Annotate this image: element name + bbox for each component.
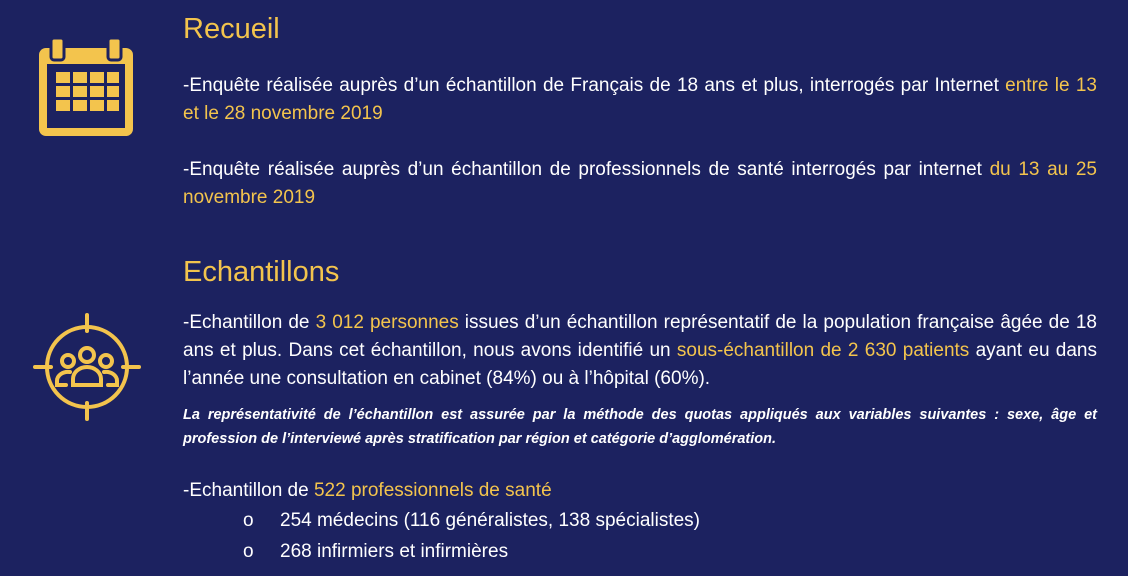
echantillon-professionnels-intro: -Echantillon de — [183, 480, 314, 501]
representativity-note: La représentativité de l’échantillon est assurée par la méthode des quotas appliqués aux variables suivantes : sexe, âge et profession de l’interviewé après stratification par région et catégorie d’agglomération. — [183, 407, 1097, 447]
echantillon-professionnels-count: 522 professionnels de santé — [313, 480, 552, 501]
bullet-circle-icon: o — [243, 541, 254, 562]
recueil-item-1-dates: entre le 13 et le 28 novembre 2019 — [183, 75, 1097, 124]
echantillon-population-intro: -Echantillon de — [183, 312, 316, 333]
recueil-item-2-dates: du 13 au 25 novembre 2019 — [183, 159, 1097, 208]
recueil-item-2 — [183, 156, 1097, 212]
recueil-section — [183, 12, 1097, 212]
recueil-item-1-text: -Enquête réalisée auprès d’un échantillon de Français de 18 ans et plus, interrogés par Internet — [183, 75, 1006, 96]
professionnels-list — [183, 505, 1097, 567]
echantillon-population — [183, 309, 1097, 393]
echantillon-professionnels — [183, 477, 1097, 505]
recueil-heading: Recueil — [183, 13, 280, 45]
echantillons-section — [183, 255, 1097, 567]
echantillons-heading: Echantillons — [183, 256, 340, 288]
target-people-icon — [33, 313, 141, 421]
recueil-item-1 — [183, 72, 1097, 128]
list-item — [183, 505, 1097, 536]
calendar-icon — [36, 34, 136, 138]
bullet-circle-icon: o — [243, 510, 254, 531]
list-item — [183, 536, 1097, 567]
echantillon-population-count: 3 012 personnes — [315, 312, 459, 333]
recueil-item-2-text: -Enquête réalisée auprès d’un échantillon de professionnels de santé interrogés par internet — [183, 159, 990, 180]
list-item-text: 268 infirmiers et infirmières — [280, 541, 509, 562]
echantillon-population-end: ayant eu dans l’année une consultation en cabinet (84%) ou à l’hôpital (60%). — [183, 340, 1098, 389]
echantillon-population-text: issues d’un échantillon représentatif de la population française âgée de 18 ans et plus. Dans cet échantillon, nous avons identifié un — [183, 312, 1098, 361]
list-item-text: 254 médecins (116 généralistes, 138 spécialistes) — [280, 510, 700, 531]
echantillon-patients-count: sous-échantillon de 2 630 patients — [676, 340, 970, 361]
